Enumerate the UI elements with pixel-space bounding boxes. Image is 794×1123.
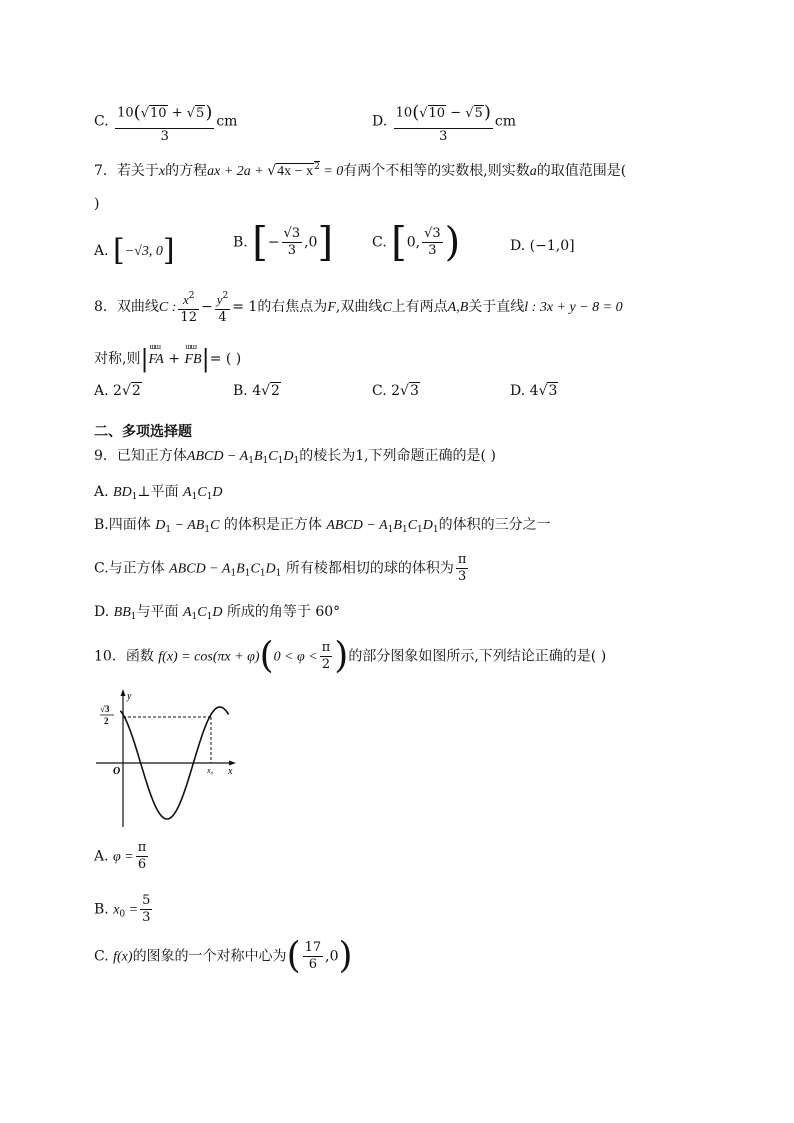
q6-option-c: C. $\frac{10(√10 + √5)}{3}$ cm [94,98,237,145]
q7-option-b: B. [− $\frac{√3}{3}$ ,0] [233,219,334,266]
y-tick-denominator: 2 [104,716,109,726]
q6-option-c-fraction: $\frac{10(√10 + √5)}{3}$ [117,102,213,144]
q8-stem-2: 对称,则|ɯɯ FA + ɯɯ FB|= ( ) [94,344,241,374]
x-axis-arrow [229,761,236,766]
q7-stem: 7．若关于x的方程ax + $2a + √4x - x^2 = 0$有两个不相等的实数根,则实数a的取值范围是( [94,162,627,179]
q7-option-c: C. [0, $\frac{√3}{3}$ ) [372,219,461,266]
q9-option-d: D. $BB_1$与平面 $A_1C_1D$ 所成的角等于 60° [94,604,341,622]
q10-option-c: C. f(x)的图象的一个对称中心为( $\frac{17}{6}$ ,0) [94,935,353,977]
q9-option-b: B.四面体 $D_1 - AB_1C$ 的体积是正方体 ABCD − $A_1B_1C_1D_1$的体积的三分之一 [94,517,551,535]
q7-stem-close: ) [94,196,100,212]
q6-option-d: D. $\frac{10(√10 - √5)}{3}$ cm [372,98,516,145]
q8-option-a: A. 2√2 [94,383,141,399]
q9-stem: 9．已知正方体ABCD − $A_1B_1C_1D_1$的棱长为1,下列命题正确的是( ) [94,448,496,466]
q8-option-c: C. 2√3 [372,383,419,399]
y-axis-arrow [121,689,126,696]
q10-cosine-graph [94,687,244,829]
y-tick-numerator: √3 [100,704,110,714]
q9-option-c: C.与正方体 ABCD − $A_1B_1C_1D_1$ 所有棱都相切的球的体积为 $\frac{\pi}{3}$ [94,552,467,584]
q10-stem: 10．函数 f(x) = cos(πx + φ)(0 < φ < $\frac{\pi}{2}$ )的部分图象如图所示,下列结论正确的是( ) [94,635,607,677]
q8-stem: 8．双曲线C : $\frac{x^2}{12}$ − $\frac{y^2}{4}$ = 1的右焦点为F,双曲线C上有两点A,B关于直线l : 3x + y − 8 = 0 [94,291,623,325]
q8-option-d: D. 4√3 [510,383,558,399]
q7-option-a: A. [−√3, 0] [94,233,175,268]
x-axis-label: x [228,766,233,777]
q7-option-d: D. (−1,0] [510,238,575,254]
q10-option-b: B. $x_0$ = $\frac{5}{3}$ [94,893,151,925]
x0-label: x₀ [207,766,214,775]
q9-option-a: A. $BD_1\perp$平面 $A_1C_1D$ [94,484,223,502]
q6-option-d-fraction: $\frac{10(√10 - √5)}{3}$ [395,102,491,144]
origin-label: O [113,766,121,777]
y-axis-label: y [127,691,132,702]
q10-option-a: A. φ = $\frac{\pi}{6}$ [94,840,147,872]
section-heading-multiple-choice: 二、多项选择题 [94,424,192,440]
q8-option-b: B. 4√2 [233,383,280,399]
